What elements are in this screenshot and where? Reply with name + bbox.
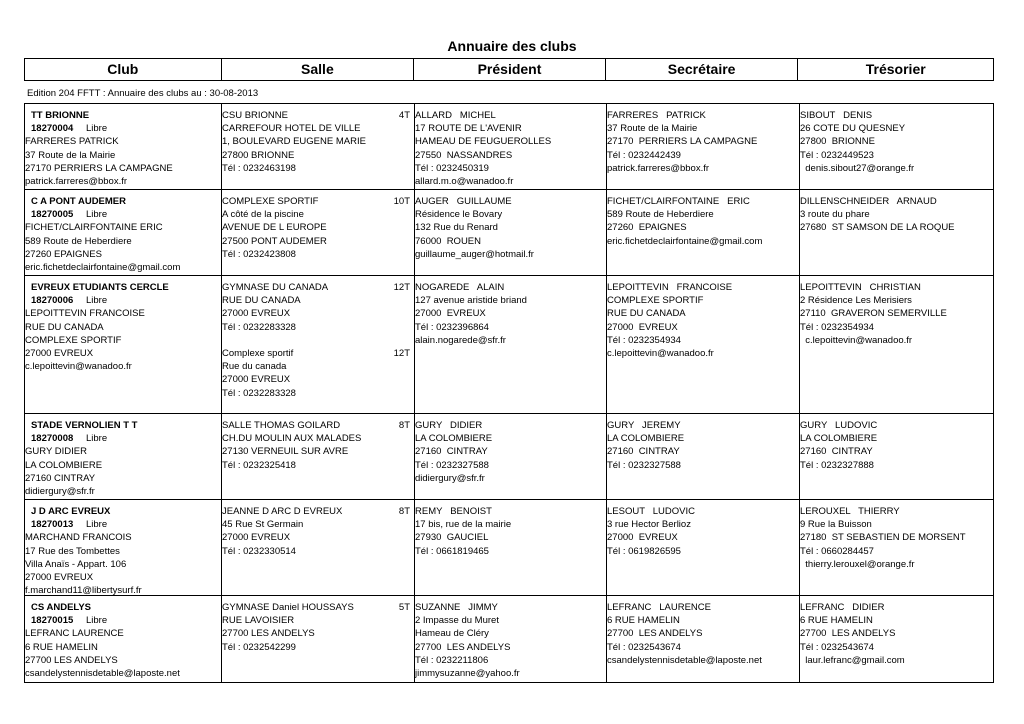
secretaire-line: 27160 CINTRAY: [607, 446, 680, 458]
salle-name-line: [222, 505, 414, 518]
salle-line-text: CH.DU MOULIN AUX MALADES: [222, 433, 362, 445]
club-contact-line: f.marchand11@libertysurf.fr: [25, 585, 142, 597]
president-line: AUGER GUILLAUME: [415, 196, 512, 207]
club-name: TT BRIONNE: [31, 110, 90, 121]
president-line: 27930 GAUCIEL: [415, 532, 489, 544]
secretaire-cell: [606, 414, 799, 499]
club-cell: [25, 104, 221, 189]
tresorier-line: laur.lefranc@gmail.com: [800, 654, 905, 666]
club-contact-line: patrick.farreres@bbox.fr: [25, 176, 128, 188]
tresorier-line: denis.sibout27@orange.fr: [800, 162, 915, 174]
president-line: Tél : 0232450319: [415, 162, 489, 174]
club-contact-line: 6 RUE HAMELIN: [25, 641, 98, 653]
club-name: C A PONT AUDEMER: [31, 196, 126, 207]
tresorier-line: 27800 BRIONNE: [800, 136, 875, 148]
salle-name: SALLE THOMAS GOILARD: [222, 420, 341, 431]
header-tresorier: Trésorier: [797, 59, 993, 80]
president-cell: [414, 500, 606, 595]
salle-line-text: 27700 LES ANDELYS: [222, 628, 315, 640]
tresorier-line: 9 Rue la Buisson: [800, 519, 872, 531]
club-contact-line: 27260 EPAIGNES: [25, 248, 102, 260]
club-number: 18270006: [31, 295, 74, 307]
president-line: NOGAREDE ALAIN: [415, 282, 505, 293]
salle-name-line: [222, 109, 414, 122]
table-row: [25, 104, 993, 190]
salle-line-text: 27500 PONT AUDEMER: [222, 235, 327, 247]
president-line: 76000 ROUEN: [415, 235, 482, 247]
salle-line-text: Tél : 0232325418: [222, 459, 296, 471]
president-line: Tél : 0661819465: [415, 545, 489, 557]
club-contact-line: LA COLOMBIERE: [25, 459, 103, 471]
club-contact-line: MARCHAND FRANCOIS: [25, 532, 132, 544]
club-contact-line: LEFRANC LAURENCE: [25, 628, 124, 640]
president-line: 27160 CINTRAY: [415, 446, 488, 458]
club-name: STADE VERNOLIEN T T: [31, 420, 138, 431]
tresorier-line: 27110 GRAVERON SEMERVILLE: [800, 308, 947, 320]
club-contact-line: RUE DU CANADA: [25, 321, 104, 333]
club-contact-line: COMPLEXE SPORTIF: [25, 334, 122, 346]
table-row: [25, 276, 993, 414]
salle-name-line: [222, 281, 414, 294]
clubs-table: [24, 103, 994, 683]
secretaire-line: Tél : 0619826595: [607, 545, 681, 557]
tresorier-line: Tél : 0232354934: [800, 321, 874, 333]
club-contact-line: 17 Rue des Tombettes: [25, 545, 120, 557]
club-name: CS ANDELYS: [31, 602, 92, 613]
tresorier-line: 27160 CINTRAY: [800, 446, 873, 458]
president-line: LA COLOMBIERE: [415, 433, 493, 445]
secretaire-line: 37 Route de la Mairie: [607, 123, 698, 135]
president-line: 127 avenue aristide briand: [415, 295, 527, 307]
president-line: jimmysuzanne@yahoo.fr: [415, 668, 520, 680]
club-contact-line: 27000 EVREUX: [25, 348, 94, 360]
club-contact-line: FARRERES PATRICK: [25, 136, 119, 148]
president-line: HAMEAU DE FEUGUEROLLES: [415, 136, 552, 148]
club-cell: [25, 276, 221, 413]
salle-line-text: Tél : 0232330514: [222, 545, 296, 557]
club-number-line: [25, 614, 221, 627]
club-contact-line: 27000 EVREUX: [25, 572, 94, 584]
tresorier-line: LA COLOMBIERE: [800, 433, 878, 445]
salle-line-text: RUE LAVOISIER: [222, 615, 295, 627]
salle-cell: [221, 104, 414, 189]
club-cell: [25, 414, 221, 499]
salle-line-text: 27800 BRIONNE: [222, 149, 295, 161]
club-contact-line: 27160 CINTRAY: [25, 472, 96, 484]
salle-line-text: 45 Rue St Germain: [222, 519, 304, 531]
president-line: REMY BENOIST: [415, 506, 492, 517]
club-contact-line: FICHET/CLAIRFONTAINE ERIC: [25, 222, 163, 234]
club-contact-line: eric.fichetdeclairfontaine@gmail.com: [25, 262, 181, 274]
salle-tables: 10T: [393, 196, 410, 207]
club-contact-line: Villa Anaïs - Appart. 106: [25, 558, 127, 570]
tresorier-line: 3 route du phare: [800, 209, 870, 221]
secretaire-cell: [606, 104, 799, 189]
club-contact-line: GURY DIDIER: [25, 446, 87, 458]
president-line: Hameau de Cléry: [415, 628, 489, 640]
salle-line-text: CARREFOUR HOTEL DE VILLE: [222, 123, 361, 135]
salle-tables: 8T: [398, 420, 410, 431]
salle-line-text: RUE DU CANADA: [222, 295, 301, 307]
header-president: Président: [413, 59, 605, 80]
salle-line-text: Tél : 0232283328: [222, 321, 296, 333]
secretaire-line: Tél : 0232354934: [607, 334, 681, 346]
salle-tables: 12T: [393, 282, 410, 293]
president-line: didiergury@sfr.fr: [415, 472, 485, 484]
secretaire-line: 27000 EVREUX: [607, 532, 678, 544]
president-line: 27550 NASSANDRES: [415, 149, 513, 161]
club-number: 18270015: [31, 615, 74, 627]
president-line: 17 ROUTE DE L'AVENIR: [415, 123, 522, 135]
president-line: 132 Rue du Renard: [415, 222, 498, 234]
club-contact-line: 589 Route de Heberdiere: [25, 235, 132, 247]
club-name: J D ARC EVREUX: [31, 506, 111, 517]
page-title: Annuaire des clubs: [447, 38, 577, 54]
club-number-line: [25, 518, 221, 531]
secretaire-line: Tél : 0232442439: [607, 149, 681, 161]
salle-name-line: [222, 419, 414, 432]
salle-line-text: 27000 EVREUX: [222, 532, 291, 544]
president-cell: [414, 190, 606, 275]
secretaire-cell: [606, 596, 799, 682]
club-status: Libre: [86, 123, 108, 135]
club-status: Libre: [86, 433, 108, 445]
tresorier-line: 27180 ST SEBASTIEN DE MORSENT: [800, 532, 966, 544]
club-status: Libre: [86, 519, 108, 531]
column-header-row: [24, 58, 994, 81]
table-row: [25, 414, 993, 500]
secretaire-line: patrick.farreres@bbox.fr: [607, 162, 710, 174]
club-contact-line: LEPOITTEVIN FRANCOISE: [25, 308, 145, 320]
salle-name: COMPLEXE SPORTIF: [222, 196, 319, 207]
secretaire-line: Tél : 0232543674: [607, 641, 681, 653]
salle-name-line: [222, 601, 414, 614]
secretaire-line: c.lepoittevin@wanadoo.fr: [607, 348, 714, 360]
table-row: [25, 500, 993, 596]
salle-tables: 12T: [393, 348, 410, 360]
tresorier-line: DILLENSCHNEIDER ARNAUD: [800, 196, 937, 207]
secretaire-line: eric.fichetdeclairfontaine@gmail.com: [607, 235, 763, 247]
tresorier-line: 27680 ST SAMSON DE LA ROQUE: [800, 222, 955, 234]
club-number-line: [25, 294, 221, 307]
club-number-line: [25, 208, 221, 221]
salle-line-text: 1, BOULEVARD EUGENE MARIE: [222, 136, 366, 148]
salle-cell: [221, 596, 414, 682]
club-number: 18270008: [31, 433, 74, 445]
tresorier-line: LEPOITTEVIN CHRISTIAN: [800, 282, 921, 293]
salle-line-text: Tél : 0232542299: [222, 641, 296, 653]
secretaire-cell: [606, 190, 799, 275]
club-status: Libre: [86, 615, 108, 627]
salle-line-text: Tél : 0232463198: [222, 162, 296, 174]
secretaire-line: RUE DU CANADA: [607, 308, 686, 320]
tresorier-line: thierry.lerouxel@orange.fr: [800, 558, 915, 570]
edition-line: Edition 204 FFTT : Annuaire des clubs au : 30-08-2013: [27, 88, 259, 99]
president-line: guillaume_auger@hotmail.fr: [415, 248, 534, 260]
salle-tables: 4T: [398, 110, 410, 121]
club-number: 18270013: [31, 519, 74, 531]
table-row: [25, 596, 993, 682]
salle-name: JEANNE D ARC D EVREUX: [222, 506, 343, 517]
salle-line-text: A côté de la piscine: [222, 209, 304, 221]
tresorier-line: Tél : 0232449523: [800, 149, 874, 161]
secretaire-line: LEPOITTEVIN FRANCOISE: [607, 282, 733, 293]
secretaire-line: FARRERES PATRICK: [607, 110, 706, 121]
tresorier-cell: [799, 190, 993, 275]
president-line: GURY DIDIER: [415, 420, 483, 431]
club-contact-line: c.lepoittevin@wanadoo.fr: [25, 361, 132, 373]
salle-spacer: [222, 334, 414, 347]
salle-line-text: Tél : 0232283328: [222, 387, 296, 399]
salle-cell: [221, 500, 414, 595]
president-line: Résidence le Bovary: [415, 209, 503, 221]
club-cell: [25, 500, 221, 595]
club-contact-line: didiergury@sfr.fr: [25, 486, 95, 498]
salle-tables: 5T: [398, 602, 410, 613]
president-line: alain.nogarede@sfr.fr: [415, 334, 506, 346]
club-contact-line: 27170 PERRIERS LA CAMPAGNE: [25, 162, 173, 174]
tresorier-line: 27700 LES ANDELYS: [800, 628, 896, 640]
tresorier-line: 26 COTE DU QUESNEY: [800, 123, 906, 135]
tresorier-cell: [799, 596, 993, 682]
salle-line-text: 27000 EVREUX: [222, 308, 291, 320]
salle-name: GYMNASE DU CANADA: [222, 282, 329, 293]
tresorier-cell: [799, 276, 993, 413]
tresorier-line: LEFRANC DIDIER: [800, 602, 885, 613]
salle-line-text: 27130 VERNEUIL SUR AVRE: [222, 446, 349, 458]
club-contact-line: csandelystennisdetable@laposte.net: [25, 668, 180, 680]
salle-cell: [221, 276, 414, 413]
secretaire-line: csandelystennisdetable@laposte.net: [607, 654, 762, 666]
club-number-line: [25, 122, 221, 135]
club-number: 18270005: [31, 209, 74, 221]
tresorier-cell: [799, 414, 993, 499]
salle-name: CSU BRIONNE: [222, 110, 288, 121]
salle-name-line: [222, 195, 414, 208]
tresorier-line: c.lepoittevin@wanadoo.fr: [800, 334, 913, 346]
secretaire-line: COMPLEXE SPORTIF: [607, 295, 704, 307]
tresorier-line: LEROUXEL THIERRY: [800, 506, 900, 517]
salle-name: GYMNASE Daniel HOUSSAYS: [222, 602, 354, 613]
president-line: ALLARD MICHEL: [415, 110, 496, 121]
club-cell: [25, 190, 221, 275]
club-number-line: [25, 432, 221, 445]
president-line: 27700 LES ANDELYS: [415, 641, 511, 653]
table-row: [25, 190, 993, 276]
salle-name-line: [222, 347, 414, 360]
club-contact-line: 27700 LES ANDELYS: [25, 654, 118, 666]
president-line: 17 bis, rue de la mairie: [415, 519, 512, 531]
tresorier-line: GURY LUDOVIC: [800, 420, 878, 431]
tresorier-line: SIBOUT DENIS: [800, 110, 873, 121]
president-line: Tél : 0232396864: [415, 321, 489, 333]
secretaire-line: 27700 LES ANDELYS: [607, 628, 703, 640]
president-cell: [414, 276, 606, 413]
salle-line-text: Tél : 0232423808: [222, 248, 296, 260]
secretaire-line: 6 RUE HAMELIN: [607, 615, 680, 627]
tresorier-line: Tél : 0232327888: [800, 459, 874, 471]
secretaire-line: LESOUT LUDOVIC: [607, 506, 695, 517]
tresorier-cell: [799, 104, 993, 189]
secretaire-line: 27260 EPAIGNES: [607, 222, 687, 234]
salle-tables: 8T: [398, 506, 410, 517]
tresorier-line: Tél : 0660284457: [800, 545, 874, 557]
salle-name: Complexe sportif: [222, 348, 294, 360]
club-status: Libre: [86, 209, 108, 221]
salle-line-text: Rue du canada: [222, 361, 287, 373]
tresorier-cell: [799, 500, 993, 595]
club-contact-line: 37 Route de la Mairie: [25, 149, 116, 161]
secretaire-line: 27170 PERRIERS LA CAMPAGNE: [607, 136, 758, 148]
tresorier-line: 2 Résidence Les Merisiers: [800, 295, 912, 307]
president-line: allard.m.o@wanadoo.fr: [415, 176, 514, 188]
club-status: Libre: [86, 295, 108, 307]
tresorier-line: 6 RUE HAMELIN: [800, 615, 873, 627]
secretaire-cell: [606, 500, 799, 595]
salle-cell: [221, 414, 414, 499]
secretaire-line: 27000 EVREUX: [607, 321, 678, 333]
salle-line-text: 27000 EVREUX: [222, 374, 291, 386]
salle-cell: [221, 190, 414, 275]
club-number: 18270004: [31, 123, 74, 135]
header-salle: Salle: [221, 59, 414, 80]
president-cell: [414, 414, 606, 499]
header-club: Club: [107, 61, 139, 77]
club-cell: [25, 596, 221, 682]
president-cell: [414, 596, 606, 682]
club-name: EVREUX ETUDIANTS CERCLE: [31, 282, 169, 293]
president-line: SUZANNE JIMMY: [415, 602, 498, 613]
secretaire-line: 3 rue Hector Berlioz: [607, 519, 691, 531]
president-line: Tél : 0232327588: [415, 459, 489, 471]
secretaire-line: LA COLOMBIERE: [607, 433, 685, 445]
secretaire-cell: [606, 276, 799, 413]
president-line: 27000 EVREUX: [415, 308, 486, 320]
secretaire-line: LEFRANC LAURENCE: [607, 602, 711, 613]
secretaire-line: FICHET/CLAIRFONTAINE ERIC: [607, 196, 750, 207]
president-line: 2 Impasse du Muret: [415, 615, 499, 627]
secretaire-line: GURY JEREMY: [607, 420, 681, 431]
secretaire-line: 589 Route de Heberdiere: [607, 209, 714, 221]
president-cell: [414, 104, 606, 189]
header-secretaire: Secrétaire: [605, 59, 798, 80]
salle-line-text: AVENUE DE L EUROPE: [222, 222, 327, 234]
tresorier-line: Tél : 0232543674: [800, 641, 874, 653]
secretaire-line: Tél : 0232327588: [607, 459, 681, 471]
president-line: Tél : 0232211806: [415, 654, 489, 666]
